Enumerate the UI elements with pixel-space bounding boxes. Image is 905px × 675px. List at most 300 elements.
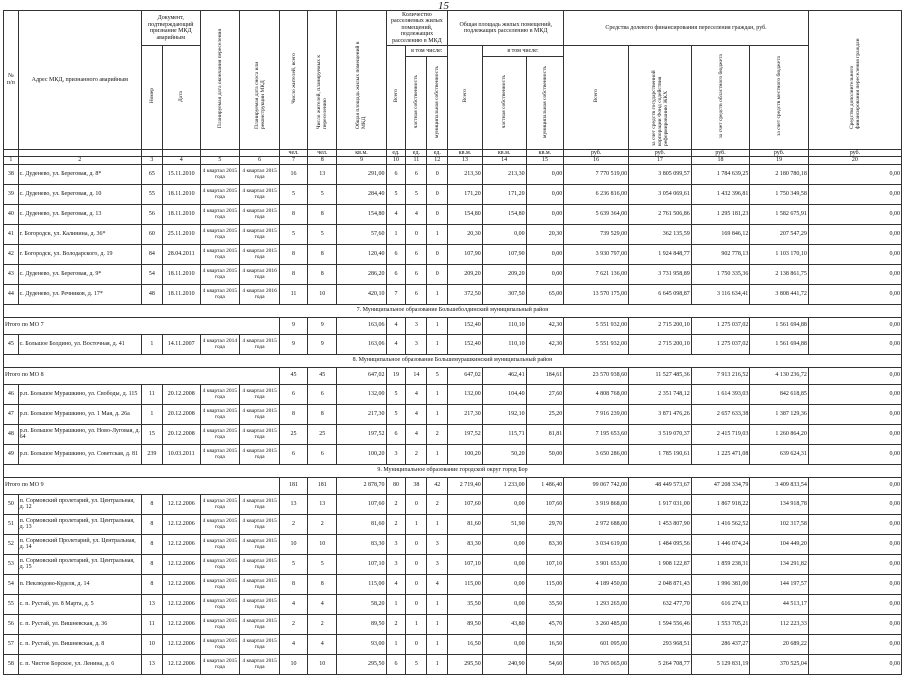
- table-cell: 8: [141, 514, 162, 534]
- table-cell: 104 449,20: [750, 534, 809, 554]
- table-cell: с. Дуденево, ул. Береговая, д. 10: [18, 184, 141, 204]
- table-cell: 58,20: [337, 594, 386, 614]
- table-cell: 8: [141, 574, 162, 594]
- table-cell: 5: [406, 184, 427, 204]
- table-cell: 4: [406, 204, 427, 224]
- table-cell: 5: [386, 404, 406, 424]
- table-cell: 107,90: [482, 244, 526, 264]
- table-cell: 5 551 932,00: [564, 334, 629, 354]
- table-cell: 1: [427, 634, 448, 654]
- table-cell: 0: [406, 634, 427, 654]
- table-cell: 1: [406, 514, 427, 534]
- table-cell: 6: [279, 384, 307, 404]
- unit-cell: [18, 149, 141, 157]
- column-number-cell: 17: [629, 157, 692, 165]
- table-cell: п. Сормовский Пролетарий, ул. Центральная, д. 14: [18, 534, 141, 554]
- total-cell: 110,10: [482, 317, 526, 334]
- total-cell: 4: [386, 317, 406, 334]
- table-cell: 20.12.2008: [162, 424, 200, 444]
- table-cell: 4 квартал 2015 года: [200, 514, 240, 534]
- table-cell: 14.11.2007: [162, 334, 200, 354]
- table-cell: 13 570 175,00: [564, 284, 629, 304]
- unit-cell: [4, 149, 19, 157]
- table-cell: 7 916 239,00: [564, 404, 629, 424]
- table-cell: 171,20: [448, 184, 482, 204]
- table-cell: 18.11.2010: [162, 264, 200, 284]
- table-cell: 25.11.2010: [162, 224, 200, 244]
- table-cell: 4 квартал 2015 года: [240, 244, 280, 264]
- header-resettle-date: Планируемая дата окончания переселения: [200, 11, 240, 150]
- table-cell: 4 квартал 2015 года: [240, 554, 280, 574]
- table-cell: 4 квартал 2015 года: [200, 224, 240, 244]
- total-cell: 1 275 037,02: [691, 317, 750, 334]
- header-area-private: частная собственность: [482, 57, 526, 149]
- table-cell: 104,40: [482, 384, 526, 404]
- header-funding-local: за счет средств местного бюджета: [750, 46, 809, 150]
- table-cell: с. Дуденево, ул. Береговая, д. 9*: [18, 264, 141, 284]
- table-cell: 13: [279, 494, 307, 514]
- table-row: [4, 424, 902, 444]
- table-cell: с. п. Чистое Борское, ул. Ленина, д. 6: [18, 654, 141, 674]
- table-cell: 2: [386, 494, 406, 514]
- table-cell: 2: [406, 444, 427, 464]
- table-cell: г. Богородск, ул. Володарского, д. 19: [18, 244, 141, 264]
- table-cell: 0,00: [482, 494, 526, 514]
- table-cell: 0: [406, 594, 427, 614]
- header-residents-planned: Число жителей, планируемых к переселению: [308, 11, 337, 150]
- table-cell: 1 260 864,20: [750, 424, 809, 444]
- table-cell: 3 808 441,72: [750, 284, 809, 304]
- table-cell: 13: [141, 594, 162, 614]
- table-cell: 5: [386, 184, 406, 204]
- table-cell: 7 621 136,00: [564, 264, 629, 284]
- table-cell: 3: [386, 534, 406, 554]
- table-cell: 197,52: [448, 424, 482, 444]
- table-cell: 4 квартал 2015 года: [200, 634, 240, 654]
- table-cell: 2 138 861,75: [750, 264, 809, 284]
- table-cell: 0,00: [526, 244, 564, 264]
- unit-cell: руб.: [750, 149, 809, 157]
- total-cell: 1 486,40: [526, 477, 564, 494]
- table-cell: 4 квартал 2015 года: [200, 204, 240, 224]
- table-cell: 3 260 485,00: [564, 614, 629, 634]
- section-row: [4, 464, 902, 477]
- table-cell: 107,10: [337, 554, 386, 574]
- table-cell: 50,00: [526, 444, 564, 464]
- unit-cell: [141, 149, 162, 157]
- table-cell: 8: [141, 554, 162, 574]
- table-cell: 107,10: [448, 554, 482, 574]
- table-cell: 115,00: [337, 574, 386, 594]
- table-cell: 3 919 868,00: [564, 494, 629, 514]
- table-cell: 10 765 065,00: [564, 654, 629, 674]
- table-cell: 81,81: [526, 424, 564, 444]
- table-cell: 43,80: [482, 614, 526, 634]
- header-rooms-incl: в том числе:: [406, 46, 448, 57]
- table-cell: 1 785 190,61: [629, 444, 692, 464]
- column-number-cell: 7: [279, 157, 307, 165]
- column-number-cell: 14: [482, 157, 526, 165]
- table-cell: 107,90: [448, 244, 482, 264]
- table-cell: 362 135,59: [629, 224, 692, 244]
- total-cell: 19: [386, 367, 406, 384]
- table-row: [4, 554, 902, 574]
- table-cell: 0,00: [482, 554, 526, 574]
- column-number-cell: 10: [386, 157, 406, 165]
- table-cell: 420,10: [337, 284, 386, 304]
- unit-cell: руб.: [564, 149, 629, 157]
- table-cell: 4: [279, 634, 307, 654]
- table-cell: 1: [427, 284, 448, 304]
- table-cell: 5: [386, 384, 406, 404]
- table-cell: 6: [386, 264, 406, 284]
- table-cell: 1: [386, 594, 406, 614]
- header-doc-date: Дата: [162, 46, 200, 150]
- table-cell: 5: [279, 224, 307, 244]
- table-cell: 0,00: [808, 614, 901, 634]
- table-cell: 0: [406, 554, 427, 574]
- table-cell: 25,20: [526, 404, 564, 424]
- table-cell: 902 778,13: [691, 244, 750, 264]
- table-cell: 5 129 831,19: [691, 654, 750, 674]
- table-cell: 3 871 476,26: [629, 404, 692, 424]
- table-cell: 56: [4, 614, 19, 634]
- table-cell: 0,00: [808, 654, 901, 674]
- table-cell: 1: [427, 514, 448, 534]
- table-row: [4, 284, 902, 304]
- table-row: [4, 494, 902, 514]
- table-cell: 83,30: [448, 534, 482, 554]
- table-cell: 4 квартал 2015 года: [240, 654, 280, 674]
- table-cell: 1 924 848,77: [629, 244, 692, 264]
- table-row: [4, 514, 902, 534]
- table-cell: с. Дуденево, ул. Речников, д. 17*: [18, 284, 141, 304]
- table-cell: 4 квартал 2015 года: [240, 594, 280, 614]
- column-number-row: [4, 157, 902, 165]
- column-number-cell: 16: [564, 157, 629, 165]
- unit-cell: [162, 149, 200, 157]
- table-cell: 107,10: [526, 554, 564, 574]
- table-cell: 4 квартал 2015 года: [240, 384, 280, 404]
- table-cell: 1: [427, 384, 448, 404]
- table-cell: 0,00: [808, 164, 901, 184]
- total-row: [4, 317, 902, 334]
- table-cell: 0,00: [808, 494, 901, 514]
- table-cell: 2 657 633,38: [691, 404, 750, 424]
- total-cell: 1: [427, 317, 448, 334]
- table-cell: 115,71: [482, 424, 526, 444]
- table-cell: 55: [4, 594, 19, 614]
- table-cell: 56: [141, 204, 162, 224]
- table-cell: 8: [279, 574, 307, 594]
- table-cell: 54: [4, 574, 19, 594]
- table-cell: 44 513,17: [750, 594, 809, 614]
- unit-cell: кв.м.: [448, 149, 482, 157]
- table-cell: 4: [427, 574, 448, 594]
- resettlement-table: [3, 10, 902, 675]
- table-cell: 3: [427, 554, 448, 574]
- table-cell: 65,00: [526, 284, 564, 304]
- table-cell: 12.12.2006: [162, 634, 200, 654]
- column-number-cell: 5: [200, 157, 240, 165]
- table-cell: 53: [4, 554, 19, 574]
- page-number: 15: [438, 0, 449, 12]
- table-cell: 6: [386, 654, 406, 674]
- table-cell: р.п. Большое Мурашкино, ул. Ново-Луговая, д. 64: [18, 424, 141, 444]
- table-cell: 107,60: [448, 494, 482, 514]
- table-cell: 2 715 200,10: [629, 334, 692, 354]
- table-cell: 370 525,04: [750, 654, 809, 674]
- table-cell: 207 547,29: [750, 224, 809, 244]
- table-cell: 2: [308, 514, 337, 534]
- table-cell: 3 731 958,89: [629, 264, 692, 284]
- table-cell: 372,50: [448, 284, 482, 304]
- table-cell: 48: [141, 284, 162, 304]
- table-cell: 54,60: [526, 654, 564, 674]
- table-cell: 42,30: [526, 334, 564, 354]
- table-cell: 284,40: [337, 184, 386, 204]
- table-cell: 4 квартал 2015 года: [240, 494, 280, 514]
- table-cell: 9: [308, 334, 337, 354]
- column-number-cell: 19: [750, 157, 809, 165]
- table-cell: 51,90: [482, 514, 526, 534]
- table-cell: 100,20: [448, 444, 482, 464]
- table-cell: п. Сормовский пролетарий, ул. Центральная, д. 13: [18, 514, 141, 534]
- column-number-cell: 4: [162, 157, 200, 165]
- table-cell: 2 351 748,12: [629, 384, 692, 404]
- table-cell: 3 650 286,00: [564, 444, 629, 464]
- header-area-incl: в том числе:: [482, 46, 564, 57]
- table-cell: 293 968,51: [629, 634, 692, 654]
- table-cell: 4 квартал 2015 года: [200, 284, 240, 304]
- table-cell: 132,00: [337, 384, 386, 404]
- section-row: [4, 354, 902, 367]
- table-cell: 12.12.2006: [162, 574, 200, 594]
- table-cell: 154,80: [482, 204, 526, 224]
- table-cell: 83,30: [337, 534, 386, 554]
- table-cell: 0,00: [482, 574, 526, 594]
- table-cell: 48: [4, 424, 19, 444]
- table-cell: 1 594 556,46: [629, 614, 692, 634]
- table-cell: 6 236 816,00: [564, 184, 629, 204]
- table-cell: 2: [427, 424, 448, 444]
- table-cell: 20.12.2008: [162, 384, 200, 404]
- table-cell: 2: [308, 614, 337, 634]
- table-cell: 8: [279, 264, 307, 284]
- table-cell: 3 805 099,57: [629, 164, 692, 184]
- table-cell: 0: [427, 244, 448, 264]
- table-cell: 46: [4, 384, 19, 404]
- table-cell: 0,00: [808, 204, 901, 224]
- table-cell: 0: [427, 164, 448, 184]
- unit-cell: [200, 149, 240, 157]
- table-row: [4, 534, 902, 554]
- housing-resettlement-table-page: [3, 10, 902, 670]
- table-cell: 89,50: [337, 614, 386, 634]
- table-cell: 1: [427, 404, 448, 424]
- table-cell: 12.12.2006: [162, 594, 200, 614]
- table-cell: 4: [308, 594, 337, 614]
- table-cell: 4 квартал 2015 года: [200, 164, 240, 184]
- column-number-cell: 9: [337, 157, 386, 165]
- table-cell: 1 917 031,00: [629, 494, 692, 514]
- table-cell: 54: [141, 264, 162, 284]
- table-cell: 4: [406, 404, 427, 424]
- header-area-municipal: муниципальная собственность: [526, 57, 564, 149]
- table-cell: 4 квартал 2015 года: [240, 514, 280, 534]
- table-cell: 51: [4, 514, 19, 534]
- table-cell: 12.12.2006: [162, 534, 200, 554]
- table-cell: 4 квартал 2015 года: [200, 444, 240, 464]
- table-cell: 12.12.2006: [162, 494, 200, 514]
- table-cell: 8: [279, 404, 307, 424]
- table-header: [4, 11, 902, 165]
- column-number-cell: 3: [141, 157, 162, 165]
- table-cell: 0: [427, 204, 448, 224]
- table-cell: с. п. Рустай, ул. 8 Марта, д. 5: [18, 594, 141, 614]
- table-cell: 4 квартал 2015 года: [240, 334, 280, 354]
- table-cell: 0,00: [482, 594, 526, 614]
- table-cell: 65: [141, 164, 162, 184]
- table-cell: 6 645 098,87: [629, 284, 692, 304]
- total-cell: 48 449 573,67: [629, 477, 692, 494]
- table-cell: 4 квартал 2016 года: [240, 264, 280, 284]
- table-row: [4, 594, 902, 614]
- table-row: [4, 404, 902, 424]
- table-cell: 5: [406, 654, 427, 674]
- table-cell: 6: [406, 164, 427, 184]
- table-cell: 1: [427, 444, 448, 464]
- table-cell: п. Сормовский пролетарий, ул. Центральная, д. 12: [18, 494, 141, 514]
- table-cell: 1 908 122,87: [629, 554, 692, 574]
- table-cell: 0: [427, 184, 448, 204]
- table-cell: 110,10: [482, 334, 526, 354]
- table-cell: 18.11.2010: [162, 184, 200, 204]
- table-cell: 40: [4, 204, 19, 224]
- total-cell: 4 130 236,72: [750, 367, 809, 384]
- table-cell: 6: [308, 384, 337, 404]
- table-cell: 4 квартал 2015 года: [200, 654, 240, 674]
- table-row: [4, 574, 902, 594]
- header-rooms-private: частная собственность: [406, 57, 427, 149]
- table-cell: 13: [141, 654, 162, 674]
- table-cell: 0,00: [808, 184, 901, 204]
- table-cell: 1 553 705,21: [691, 614, 750, 634]
- header-funding-regional: за счет средств областного бюджета: [691, 46, 750, 150]
- table-cell: 4 квартал 2015 года: [200, 384, 240, 404]
- table-cell: 197,52: [337, 424, 386, 444]
- table-cell: 100,20: [337, 444, 386, 464]
- table-cell: 616 274,13: [691, 594, 750, 614]
- table-cell: 39: [4, 184, 19, 204]
- table-cell: 5 264 708,77: [629, 654, 692, 674]
- table-cell: 0,00: [808, 634, 901, 654]
- table-cell: 57,60: [337, 224, 386, 244]
- table-cell: 5: [279, 554, 307, 574]
- column-number-cell: 15: [526, 157, 564, 165]
- table-cell: 2 761 506,86: [629, 204, 692, 224]
- total-label: Итого по МО 9: [4, 477, 280, 494]
- table-cell: 0,00: [482, 534, 526, 554]
- total-cell: 0,00: [808, 367, 901, 384]
- table-cell: 4 808 768,00: [564, 384, 629, 404]
- section-row: [4, 304, 902, 317]
- table-cell: 0: [427, 264, 448, 284]
- section-title: 7. Муниципальное образование Большеболдинский муниципальный район: [4, 304, 902, 317]
- unit-cell: кв.м.: [337, 149, 386, 157]
- table-cell: 4 квартал 2015 года: [200, 184, 240, 204]
- table-cell: г. Богородск, ул. Калинина, д. 36*: [18, 224, 141, 244]
- table-cell: 25: [308, 424, 337, 444]
- table-cell: 4 квартал 2015 года: [200, 424, 240, 444]
- table-cell: 44: [4, 284, 19, 304]
- table-cell: 84: [141, 244, 162, 264]
- header-total-area: Общая площадь жилых помещений в МКД: [337, 11, 386, 150]
- total-cell: 647,02: [448, 367, 482, 384]
- table-cell: 6: [406, 264, 427, 284]
- table-cell: 163,06: [337, 334, 386, 354]
- table-cell: 18.11.2010: [162, 284, 200, 304]
- table-cell: 1 453 807,90: [629, 514, 692, 534]
- table-cell: 4 квартал 2016 года: [240, 284, 280, 304]
- total-cell: 11 527 485,36: [629, 367, 692, 384]
- table-cell: 4 квартал 2015 года: [240, 184, 280, 204]
- table-cell: 169 846,12: [691, 224, 750, 244]
- table-cell: 4 квартал 2015 года: [240, 634, 280, 654]
- table-cell: р.п. Большое Мурашкино, ул. 1 Мая, д. 26а: [18, 404, 141, 424]
- total-cell: 80: [386, 477, 406, 494]
- table-cell: 3: [386, 554, 406, 574]
- table-cell: р.п. Большое Мурашкино, ул. Свободы, д. 115: [18, 384, 141, 404]
- table-cell: 4: [279, 594, 307, 614]
- table-cell: 213,30: [482, 164, 526, 184]
- table-cell: п. Неклюдово-Куделя, д. 14: [18, 574, 141, 594]
- table-cell: 8: [308, 244, 337, 264]
- column-number-cell: 12: [427, 157, 448, 165]
- table-cell: 107,60: [526, 494, 564, 514]
- table-cell: 213,30: [448, 164, 482, 184]
- table-cell: 217,30: [337, 404, 386, 424]
- table-cell: 0,00: [526, 184, 564, 204]
- table-cell: 58: [4, 654, 19, 674]
- table-cell: с. п. Рустай, ул. Вишневская, д. 36: [18, 614, 141, 634]
- total-cell: 9: [308, 317, 337, 334]
- table-cell: 11: [141, 384, 162, 404]
- table-cell: 50: [4, 494, 19, 514]
- table-cell: 152,40: [448, 334, 482, 354]
- table-cell: 4 квартал 2015 года: [200, 614, 240, 634]
- table-cell: 6: [308, 444, 337, 464]
- table-cell: 601 095,00: [564, 634, 629, 654]
- table-cell: 1 750 349,58: [750, 184, 809, 204]
- unit-cell: [240, 149, 280, 157]
- table-cell: 4: [386, 574, 406, 594]
- table-row: [4, 244, 902, 264]
- table-cell: 12.12.2006: [162, 554, 200, 574]
- table-cell: 12.12.2006: [162, 654, 200, 674]
- table-cell: 6: [386, 164, 406, 184]
- table-cell: 291,00: [337, 164, 386, 184]
- table-cell: 1 416 562,52: [691, 514, 750, 534]
- table-row: [4, 204, 902, 224]
- header-rooms-area: Общая площадь жилых помещений, подлежащих расселению в МКД: [448, 11, 564, 46]
- table-cell: с. п. Рустай, ул. Вишневская, д. 8: [18, 634, 141, 654]
- table-cell: 240,90: [482, 654, 526, 674]
- header-rooms-total: Всего: [386, 46, 406, 150]
- table-cell: 81,60: [448, 514, 482, 534]
- unit-cell: руб.: [691, 149, 750, 157]
- table-cell: 12.12.2006: [162, 514, 200, 534]
